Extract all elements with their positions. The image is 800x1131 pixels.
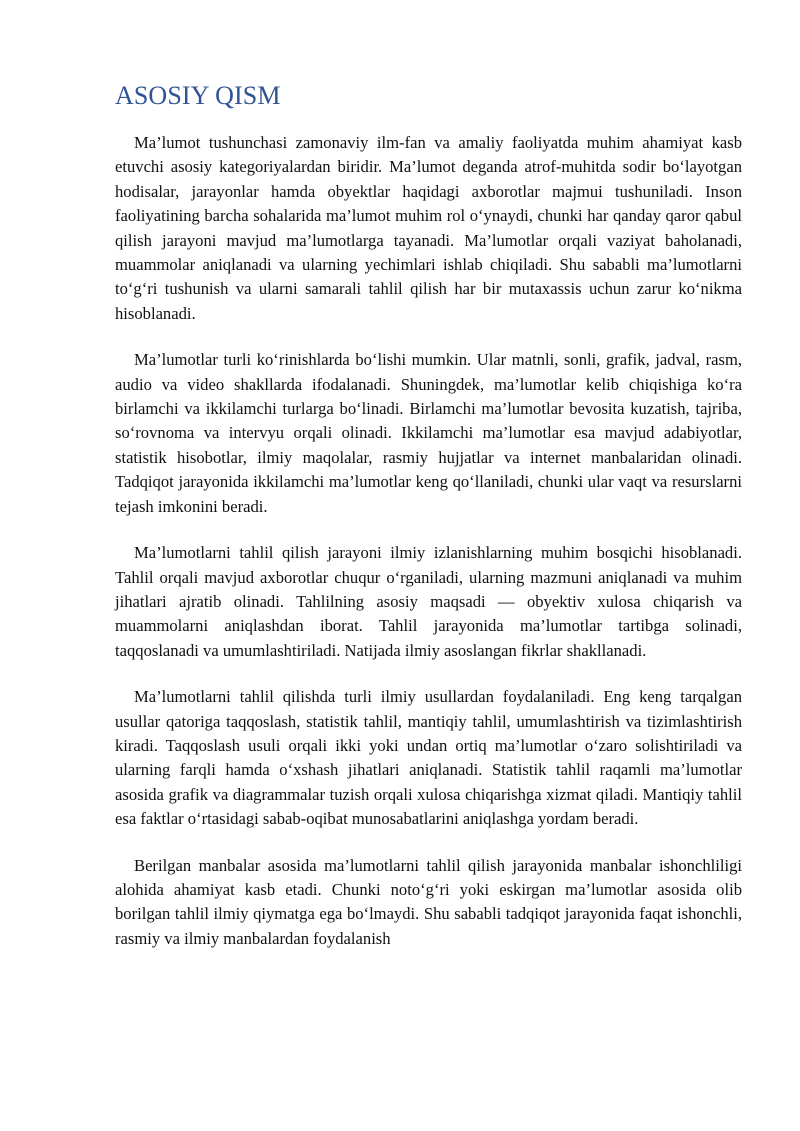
section-heading: ASOSIY QISM	[115, 81, 281, 110]
document-body	[115, 80, 742, 973]
paragraph-5: Berilgan manbalar asosida ma’lumotlarni tahlil qilish jarayonida manbalar ishonchliligi alohida ahamiyat kasb etadi. Chunki noto‘g‘ri yoki eskirgan ma’lumotlar asosida olib borilgan tahlil ilmiy qiymatga ega bo‘lmaydi. Shu sababli tadqiqot jarayonida faqat ishonchli, rasmiy va ilmiy manbalardan foydalanish	[115, 855, 742, 948]
paragraph-1: Ma’lumot tushunchasi zamonaviy ilm-fan va amaliy faoliyatda muhim ahamiyat kasb etuvchi asosiy kategoriyalardan biridir. Ma’lumot deganda atrof-muhitda sodir bo‘layotgan hodisalar, jarayonlar hamda obyektlar haqidagi axborotlar majmui tushuniladi. Inson faoliyatining barcha sohalarida ma’lumot muhim rol o‘ynaydi, chunki har qanday qaror qabul qilish jarayoni mavjud ma’lumotlarga tayanadi. Ma’lumotlar orqali vaziyat baholanadi, muammolar aniqlanadi va ularning yechimlari ishlab chiqiladi. Shu sababli ma’lumotlarni to‘g‘ri tushunish va ularni samarali tahlil qilish har bir mutaxassis uchun zarur ko‘nikma hisoblanadi.	[115, 133, 742, 323]
paragraph-3: Ma’lumotlarni tahlil qilish jarayoni ilmiy izlanishlarning muhim bosqichi hisoblanadi. Tahlil orqali mavjud axborotlar chuqur o‘rganiladi, ularning mazmuni aniqlanadi va muhim jihatlari ajratib olinadi. Tahlilning asosiy maqsadi — obyektiv xulosa chiqarish va muammolarni aniqlashdan iborat. Tahlil jarayonida ma’lumotlar tartibga solinadi, taqqoslanadi va umumlashtiriladi. Natijada ilmiy asoslangan fikrlar shakllanadi.	[115, 543, 742, 660]
paragraph-2: Ma’lumotlar turli ko‘rinishlarda bo‘lishi mumkin. Ular matnli, sonli, grafik, jadval, rasm, audio va video shakllarda ifodalanadi. Shuningdek, ma’lumotlar kelib chiqishiga ko‘ra birlamchi va ikkilamchi turlarga bo‘linadi. Birlamchi ma’lumotlar bevosita kuzatish, tajriba, so‘rovnoma va intervyu orqali olinadi. Ikkilamchi ma’lumotlar esa mavjud adabiyotlar, statistik hisobotlar, ilmiy maqolalar, rasmiy hujjatlar va internet manbalaridan olinadi. Tadqiqot jarayonida ikkilamchi ma’lumotlar keng qo‘llaniladi, chunki ular vaqt va resurslarni tejash imkonini beradi.	[115, 350, 742, 516]
paragraph-4: Ma’lumotlarni tahlil qilishda turli ilmiy usullardan foydalaniladi. Eng keng tarqalgan usullar qatoriga taqqoslash, statistik tahlil, mantiqiy tahlil, umumlashtirish va tizimlashtirish kiradi. Taqqoslash usuli orqali ikki yoki undan ortiq ma’lumotlar o‘zaro solishtiriladi va ularning farqli hamda o‘xshash jihatlari aniqlanadi. Statistik tahlil raqamli ma’lumotlar asosida grafik va diagrammalar tuzish orqali xulosa chiqarishga xizmat qiladi. Mantiqiy tahlil esa faktlar o‘rtasidagi sabab-oqibat munosabatlarini aniqlashga yordam beradi.	[115, 687, 742, 829]
